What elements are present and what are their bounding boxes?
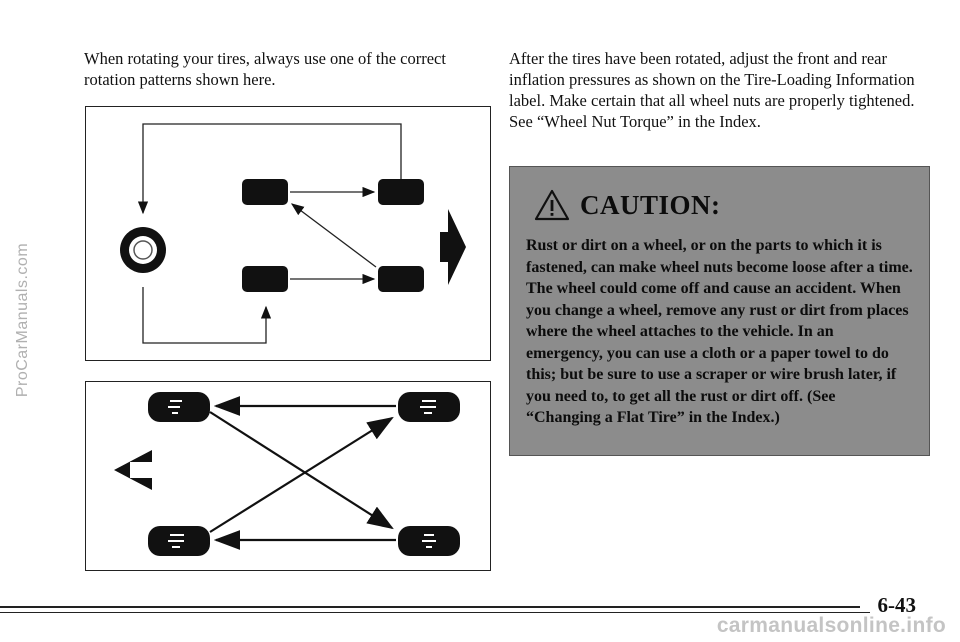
rear-right-tire-icon bbox=[378, 266, 424, 292]
vehicle-direction-arrow-left-icon bbox=[114, 450, 152, 490]
vehicle-direction-arrow-right-icon bbox=[440, 209, 466, 285]
warning-triangle-icon bbox=[534, 189, 570, 221]
front-left-tire-icon bbox=[148, 392, 210, 422]
left-watermark-text: ProCarManuals.com bbox=[14, 242, 32, 398]
caution-box bbox=[509, 166, 930, 456]
caution-text: Rust or dirt on a wheel, or on the parts to which it is fastened, can make wheel nuts become loose after a time. The wheel could come off and cause an accident. When you change a wheel, remove any rust or dirt from places where the wheel attaches to the vehicle. In an emergency, you can use a cloth or a paper towel to do this; but be sure to use a scraper or wire brush later, if you need to, to get all the rust or dirt off. (See “Changing a Flat Tire” in the Index.) bbox=[526, 237, 913, 426]
after-rotation-text: After the tires have been rotated, adjust the front and rear inflation pressures as shown on the Tire-Loading Information label. Make certain that all wheel nuts are properly tightened. See “Wheel Nut Torque” in the Index. bbox=[509, 49, 915, 131]
spare-loop-line bbox=[143, 124, 401, 343]
cross-rotation-arrows bbox=[210, 406, 396, 540]
footer-rule-top bbox=[0, 606, 860, 608]
cross-rotation-pattern-diagram bbox=[85, 381, 491, 571]
left-watermark bbox=[8, 60, 38, 580]
rear-left-tire-icon bbox=[242, 266, 288, 292]
rotation-pattern-with-spare-svg bbox=[86, 107, 490, 360]
rear-left-tire-icon bbox=[148, 526, 210, 556]
rear-right-tire-icon bbox=[398, 526, 460, 556]
caution-header bbox=[534, 189, 913, 221]
front-right-tire-icon bbox=[398, 392, 460, 422]
spare-tire-icon bbox=[120, 227, 166, 273]
front-right-tire-icon bbox=[378, 179, 424, 205]
front-left-tire-icon bbox=[242, 179, 288, 205]
rotation-intro-text: When rotating your tires, always use one of the correct rotation patterns shown here. bbox=[84, 49, 446, 89]
cross-rotation-pattern-svg bbox=[86, 382, 490, 570]
page-number: 6-43 bbox=[877, 593, 916, 617]
bottom-watermark: carmanualsonline.info bbox=[716, 614, 946, 637]
caution-title: CAUTION: bbox=[580, 189, 721, 220]
rotation-arrows bbox=[290, 192, 376, 279]
footer-rule-bottom bbox=[0, 612, 870, 613]
rotation-pattern-with-spare-diagram bbox=[85, 106, 491, 361]
